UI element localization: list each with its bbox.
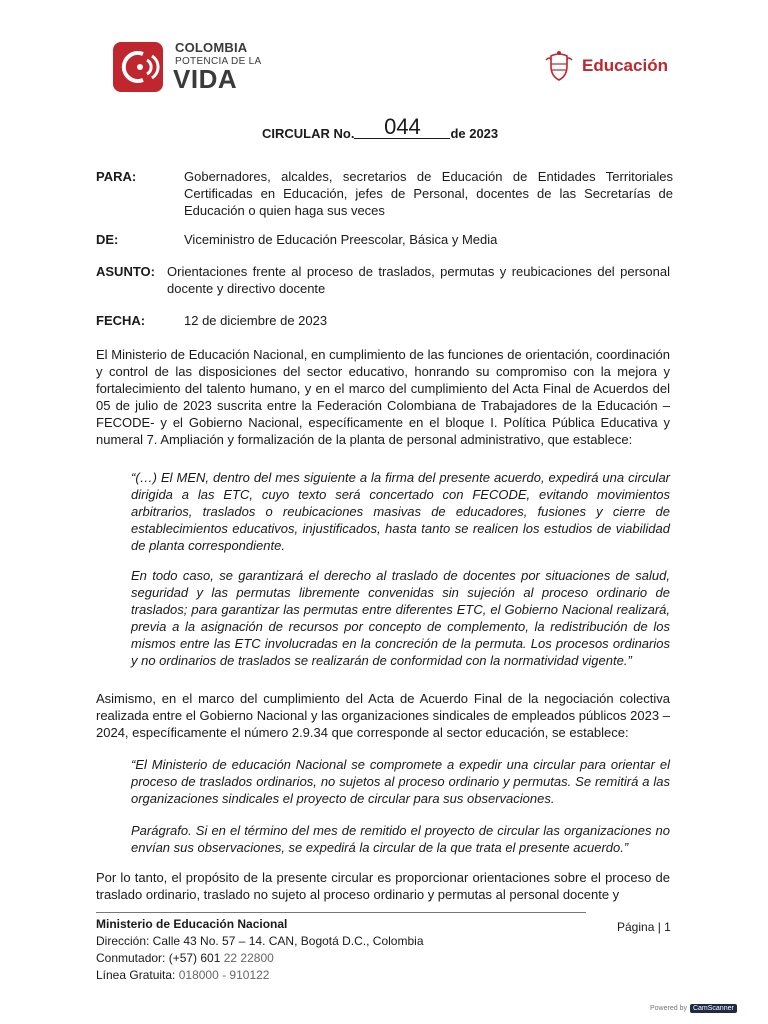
quote-fecode-2: En todo caso, se garantizará el derecho al traslado de docentes por situaciones de salud, seguridad y las permutas libremente convenidas sin sujeción al proceso ordinario de traslados; para garantizar las permutas entre diferentes ETC, el Gobierno Nacional realizará, previa a la asignación de recursos por concepto de complemento, la redistribución de los mismos entre las ETC involucradas en la concreción de la permuta. Los procesos ordinarios y no ordinarios de traslados se realizarán de conformidad con la normatividad vigente.” [131,568,670,668]
footer-divider [96,912,586,913]
logo-line-vida: VIDA [173,64,238,94]
field-de [96,231,670,249]
field-para-value: Gobernadores, alcaldes, secretarios de Educación de Entidades Territoriales Certificadas en Educación, jefes de Personal, docentes de las Secretarías de Educación o quien haga sus veces [184,169,673,218]
footer-conmutador [96,950,424,967]
page-number: Página | 1 [617,920,671,934]
footer-org: Ministerio de Educación Nacional [96,917,288,931]
footer-conmutador-value: 22 22800 [223,951,274,965]
coat-of-arms-icon [542,50,576,84]
circular-title [262,114,499,143]
field-asunto-label: ASUNTO: [96,264,155,279]
field-de-label: DE: [96,232,119,247]
quote-fecode-1: “(…) El MEN, dentro del mes siguiente a la firma del presente acuerdo, expedirá una circular dirigida a las ETC, cuyo texto será concertado con FECODE, evitando movimientos arbitrarios, traslados o reubicaciones masivas de educadores, fusiones y cierre de establecimientos educativos, injustificados, hasta tanto se realicen los estudios de viabilidad de planta correspondiente. [131,470,670,553]
body-paragraph-2: Asimismo, en el marco del cumplimiento del Acta de Acuerdo Final de la negociación colectiva realizada entre el Gobierno Nacional y las organizaciones sindicales de empleados públicos 2023 – 2024, específicamente el número 2.9.34 que corresponde al sector educación, se establece: [96,691,670,740]
field-fecha-label: FECHA: [96,313,146,328]
field-para-label: PARA: [96,169,137,184]
body-paragraph-3: Por lo tanto, el propósito de la presente circular es proporcionar orientaciones sobre el proceso de traslado ordinario, traslado no sujeto al proceso ordinario y permutas al personal docente y [96,870,670,902]
ministerio-educacion-logo [542,50,668,86]
footer-conmutador-label: Conmutador: (+57) 601 [96,951,224,965]
logo-line-potencia: POTENCIA DE LA [175,56,262,67]
footer-linea-label: Línea Gratuita: [96,968,179,982]
field-asunto-value: Orientaciones frente al proceso de traslados, permutas y reubicaciones del personal docente y directivo docente [167,264,670,296]
footer-linea [96,967,424,984]
quote-acuerdo-1: “El Ministerio de educación Nacional se compromete a expedir una circular para orientar el proceso de traslados ordinarios, no sujetos al proceso ordinario y permutas. Se remitirá a las organizaciones sindicales el proyecto de circular para sus observaciones. [131,757,670,806]
quote-acuerdo-2: Parágrafo. Si en el término del mes de remitido el proyecto de circular las organizaciones no envían sus observaciones, se expedirá la circular de la que trata el presente acuerdo.” [131,823,670,855]
colombia-logo-mark-icon [113,42,163,92]
field-asunto [96,263,670,299]
footer-contact [96,916,424,984]
circular-prefix: CIRCULAR No. [262,126,355,141]
colombia-potencia-vida-logo [113,40,263,96]
circular-suffix: de 2023 [450,126,499,141]
footer-linea-value: 018000 - 910122 [178,968,270,982]
field-fecha-value: 12 de diciembre de 2023 [184,313,328,328]
educacion-wordmark: Educación [582,56,668,75]
body-paragraph-1: El Ministerio de Educación Nacional, en cumplimiento de las funciones de orientación, coordinación y control de las disposiciones del sector educativo, honrando su compromiso con la mejora y fortalecimiento del talento humano, y en el marco del cumplimiento del Acta Final de Acuerdos del 05 de julio de 2023 suscrita entre la Federación Colombiana de Trabajadores de la Educación – FECODE- y el Gobierno Nacional, específicamente en el bloque I. Política Pública Educativa y numeral 7. Ampliación y formalización de la planta de personal administrativo, que establece: [96,347,670,447]
footer-address: Dirección: Calle 43 No. 57 – 14. CAN, Bogotá D.C., Colombia [96,934,424,948]
field-fecha [96,312,670,330]
logo-line-colombia: COLOMBIA [175,40,248,55]
camscanner-watermark [650,1004,737,1013]
field-para [96,168,673,220]
field-de-value: Viceministro de Educación Preescolar, Básica y Media [184,232,498,247]
circular-number: 044 [354,116,450,139]
camscanner-brand: CamScanner [690,1004,737,1013]
watermark-text: Powered by [650,1005,687,1012]
